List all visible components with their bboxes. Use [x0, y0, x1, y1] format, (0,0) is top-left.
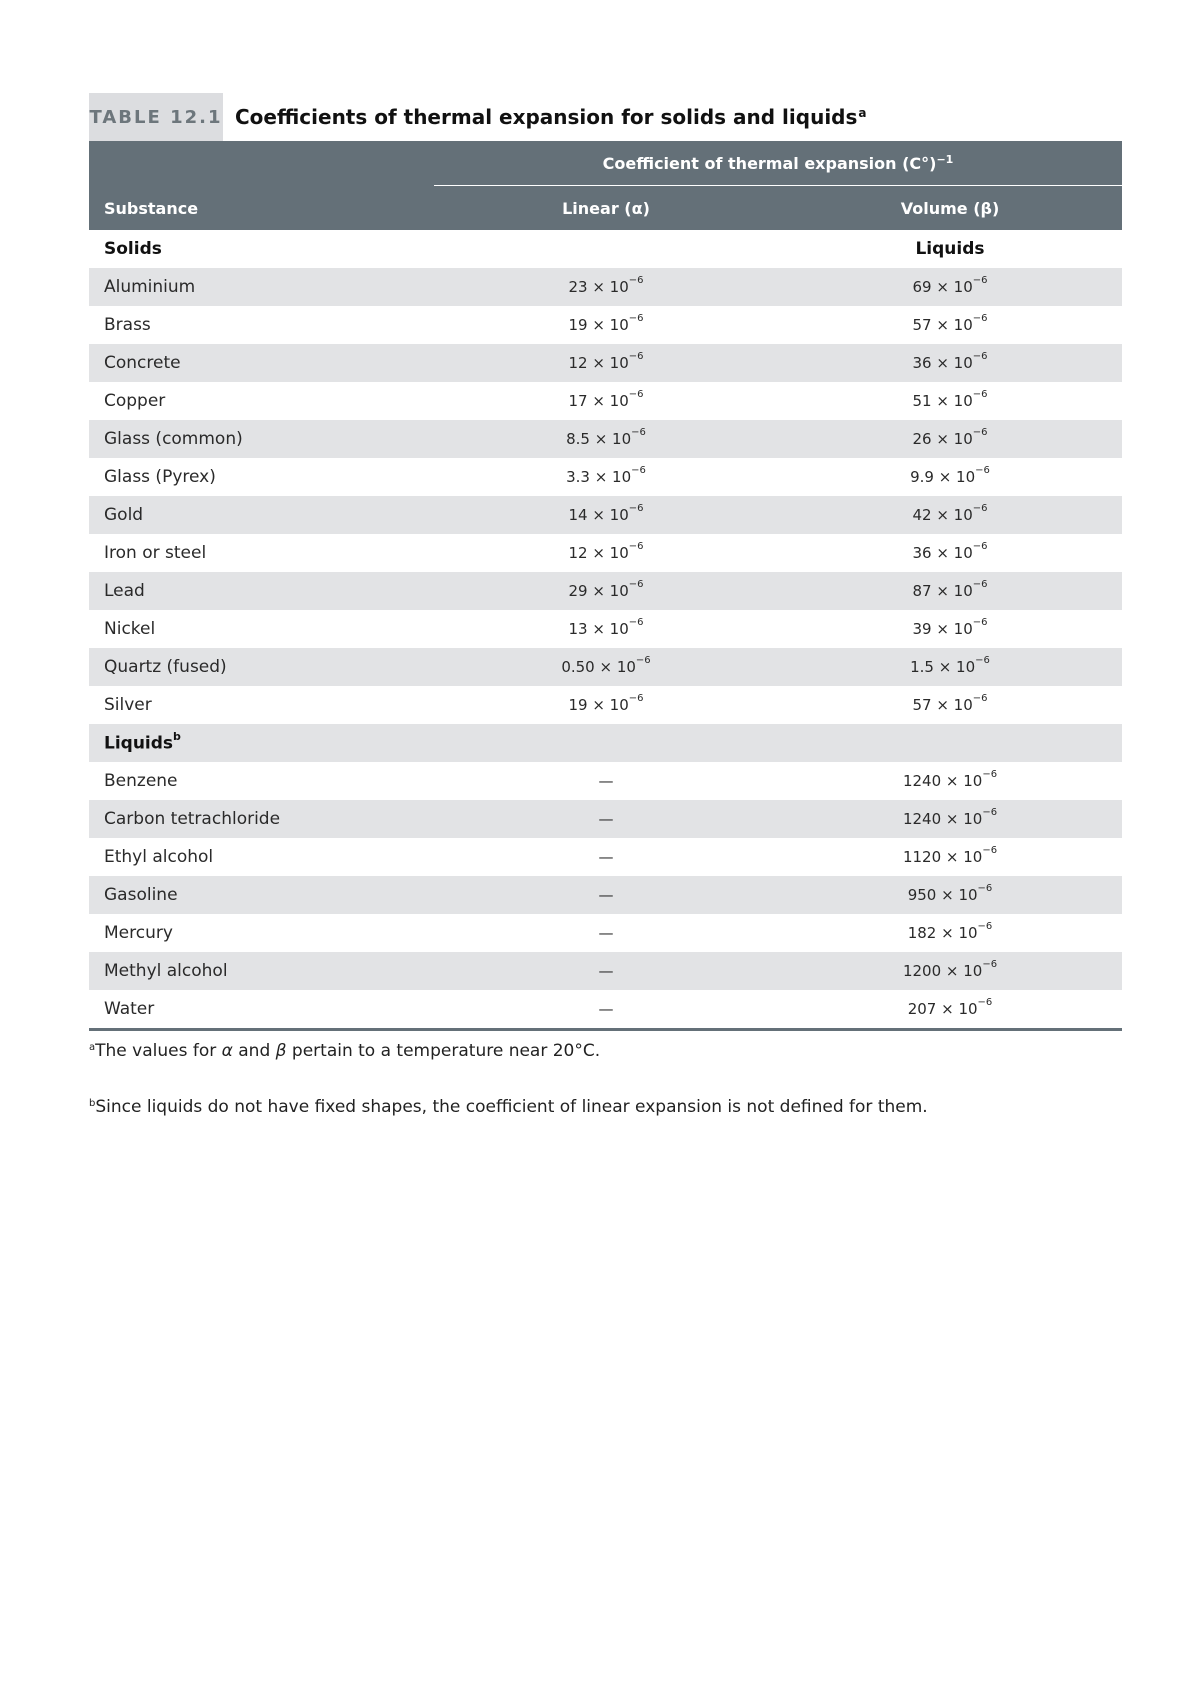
linear-coefficient — [434, 579, 778, 600]
table-row — [89, 268, 1122, 306]
linear-coefficient-mantissa: 29 × 10 — [568, 582, 629, 600]
solids-section-label: Solids — [104, 239, 162, 259]
substance-name: Nickel — [104, 619, 156, 639]
linear-coefficient-exponent: −6 — [628, 351, 644, 362]
footnote-a-text-2: and — [232, 1041, 276, 1061]
footnote-b-text: Since liquids do not have fixed shapes, the coefficient of linear expansion is not defined for them. — [95, 1097, 928, 1117]
linear-coefficient-mantissa: 0.50 × 10 — [561, 658, 636, 676]
volume-coefficient-mantissa: 1240 × 10 — [902, 772, 983, 790]
volume-coefficient-exponent: −6 — [977, 997, 993, 1008]
substance-name: Concrete — [104, 353, 181, 373]
header-divider — [434, 185, 1122, 186]
linear-coefficient: — — [598, 1000, 614, 1018]
table-row — [89, 876, 1122, 914]
linear-coefficient-mantissa: 14 × 10 — [568, 506, 629, 524]
table-row — [89, 610, 1122, 648]
substance-name: Brass — [104, 315, 151, 335]
volume-coefficient — [778, 275, 1122, 296]
footnote-a-beta: β — [275, 1041, 287, 1061]
volume-coefficient — [778, 997, 1122, 1018]
volume-coefficient — [778, 503, 1122, 524]
linear-coefficient-mantissa: 12 × 10 — [568, 544, 629, 562]
volume-coefficient — [778, 655, 1122, 676]
substance-name: Methyl alcohol — [104, 961, 228, 981]
linear-column-header: Linear (α) — [562, 199, 650, 218]
linear-coefficient — [434, 275, 778, 296]
table-title-footnote-mark: a — [858, 106, 867, 120]
substance-name: Glass (common) — [104, 429, 243, 449]
linear-coefficient-mantissa: 3.3 × 10 — [566, 468, 632, 486]
volume-coefficient-mantissa: 207 × 10 — [907, 1000, 978, 1018]
substance-name: Ethyl alcohol — [104, 847, 214, 867]
volume-coefficient-exponent: −6 — [972, 427, 988, 438]
liquids-section-row — [89, 724, 1122, 762]
substance-column-header: Substance — [104, 199, 199, 218]
linear-coefficient-exponent: −6 — [628, 389, 644, 400]
solids-section-row — [89, 230, 1122, 268]
linear-coefficient — [434, 693, 778, 714]
linear-coefficient: — — [598, 810, 614, 828]
table-row — [89, 952, 1122, 990]
volume-coefficient — [778, 579, 1122, 600]
linear-coefficient: — — [598, 924, 614, 942]
footnote-a-text-3: pertain to a temperature near 20°C. — [286, 1041, 601, 1061]
linear-coefficient — [434, 465, 778, 486]
linear-coefficient-mantissa: 8.5 × 10 — [566, 430, 632, 448]
volume-coefficient — [778, 617, 1122, 638]
volume-coefficient — [778, 541, 1122, 562]
substance-name: Carbon tetrachloride — [104, 809, 281, 829]
table-number-label: TABLE 12.1 — [89, 93, 223, 141]
coefficient-group-header-text: Coefficient of thermal expansion (C°) — [602, 153, 937, 173]
linear-coefficient — [434, 541, 778, 562]
volume-coefficient-mantissa: 39 × 10 — [912, 620, 973, 638]
linear-coefficient — [434, 389, 778, 410]
linear-coefficient-exponent: −6 — [628, 579, 644, 590]
coefficient-group-header — [434, 141, 1122, 185]
linear-coefficient-exponent: −6 — [628, 693, 644, 704]
volume-coefficient — [778, 313, 1122, 334]
liquids-footnote-mark: b — [173, 730, 181, 744]
volume-coefficient-mantissa: 1200 × 10 — [902, 962, 983, 980]
table-row — [89, 990, 1122, 1028]
volume-coefficient-mantissa: 36 × 10 — [912, 544, 973, 562]
linear-coefficient — [434, 655, 778, 676]
volume-coefficient — [778, 921, 1122, 942]
volume-coefficient-mantissa: 950 × 10 — [907, 886, 978, 904]
volume-coefficient-exponent: −6 — [972, 389, 988, 400]
volume-coefficient-mantissa: 57 × 10 — [912, 696, 973, 714]
linear-coefficient-exponent: −6 — [628, 313, 644, 324]
table-row — [89, 382, 1122, 420]
substance-name: Quartz (fused) — [104, 657, 227, 677]
substance-name: Gold — [104, 505, 144, 525]
linear-coefficient-exponent: −6 — [628, 617, 644, 628]
linear-coefficient — [434, 427, 778, 448]
table-row — [89, 344, 1122, 382]
volume-coefficient-exponent: −6 — [982, 845, 998, 856]
volume-column-header: Volume (β) — [900, 199, 1000, 218]
linear-coefficient-mantissa: 12 × 10 — [568, 354, 629, 372]
volume-coefficient-exponent: −6 — [972, 313, 988, 324]
linear-coefficient-mantissa: 19 × 10 — [568, 316, 629, 334]
substance-name: Glass (Pyrex) — [104, 467, 216, 487]
volume-coefficient — [778, 693, 1122, 714]
linear-coefficient: — — [598, 848, 614, 866]
volume-coefficient-mantissa: 26 × 10 — [912, 430, 973, 448]
table-row — [89, 838, 1122, 876]
linear-coefficient: — — [598, 962, 614, 980]
footnote-a-mark: a — [89, 1042, 96, 1053]
linear-coefficient-exponent: −6 — [631, 465, 646, 476]
liquids-body — [89, 762, 1122, 1028]
linear-coefficient-exponent: −6 — [628, 541, 644, 552]
volume-coefficient-mantissa: 87 × 10 — [912, 582, 973, 600]
table-row — [89, 306, 1122, 344]
table-row — [89, 496, 1122, 534]
volume-coefficient — [778, 389, 1122, 410]
table-row — [89, 534, 1122, 572]
footnote-b-mark: b — [89, 1098, 96, 1109]
linear-coefficient-exponent: −6 — [631, 427, 646, 438]
volume-coefficient — [778, 883, 1122, 904]
footnote-a-text-1: The values for — [95, 1041, 222, 1061]
linear-coefficient-mantissa: 19 × 10 — [568, 696, 629, 714]
substance-name: Benzene — [104, 771, 178, 791]
linear-coefficient: — — [598, 886, 614, 904]
volume-coefficient-exponent: −6 — [972, 579, 988, 590]
solids-body — [89, 268, 1122, 724]
volume-coefficient-exponent: −6 — [975, 655, 990, 666]
volume-coefficient-mantissa: 36 × 10 — [912, 354, 973, 372]
table-row — [89, 420, 1122, 458]
linear-coefficient-exponent: −6 — [628, 275, 644, 286]
footnote-a — [89, 1041, 1122, 1061]
volume-coefficient-mantissa: 1120 × 10 — [902, 848, 983, 866]
table-heading — [89, 93, 1122, 141]
substance-name: Copper — [104, 391, 166, 411]
volume-coefficient-exponent: −6 — [977, 921, 993, 932]
liquids-section-label — [89, 732, 434, 754]
table-title-text: Coefficients of thermal expansion for solids and liquids — [235, 105, 858, 129]
volume-coefficient-mantissa: 1240 × 10 — [902, 810, 983, 828]
volume-coefficient-exponent: −6 — [972, 503, 988, 514]
substance-name: Gasoline — [104, 885, 178, 905]
substance-name: Silver — [104, 695, 152, 715]
table-row — [89, 572, 1122, 610]
volume-coefficient-exponent: −6 — [977, 883, 993, 894]
substance-name: Mercury — [104, 923, 173, 943]
volume-coefficient — [778, 807, 1122, 828]
volume-coefficient — [778, 845, 1122, 866]
volume-coefficient — [778, 427, 1122, 448]
volume-coefficient-mantissa: 9.9 × 10 — [910, 468, 976, 486]
linear-coefficient-exponent: −6 — [635, 655, 651, 666]
coefficient-group-header-exponent: −1 — [936, 152, 954, 166]
volume-coefficient-exponent: −6 — [972, 541, 988, 552]
substance-name: Iron or steel — [104, 543, 207, 563]
table-row — [89, 458, 1122, 496]
table-row — [89, 762, 1122, 800]
table-header — [89, 141, 1122, 230]
linear-coefficient: — — [598, 772, 614, 790]
solids-section-volume-label: Liquids — [915, 239, 985, 259]
substance-name: Lead — [104, 581, 145, 601]
linear-coefficient-mantissa: 17 × 10 — [568, 392, 629, 410]
table-row — [89, 800, 1122, 838]
volume-coefficient-mantissa: 1.5 × 10 — [910, 658, 976, 676]
volume-coefficient-exponent: −6 — [982, 959, 998, 970]
volume-coefficient — [778, 465, 1122, 486]
linear-coefficient-mantissa: 23 × 10 — [568, 278, 629, 296]
volume-coefficient-mantissa: 182 × 10 — [907, 924, 978, 942]
liquids-section-label-text: Liquids — [104, 733, 174, 754]
substance-name: Aluminium — [104, 277, 196, 297]
linear-coefficient-mantissa: 13 × 10 — [568, 620, 629, 638]
table-title — [223, 93, 867, 141]
volume-coefficient-mantissa: 57 × 10 — [912, 316, 973, 334]
linear-coefficient — [434, 313, 778, 334]
volume-coefficient-mantissa: 42 × 10 — [912, 506, 973, 524]
volume-coefficient-exponent: −6 — [975, 465, 990, 476]
substance-name: Water — [104, 999, 155, 1019]
volume-coefficient-exponent: −6 — [982, 807, 998, 818]
volume-coefficient — [778, 769, 1122, 790]
volume-coefficient-exponent: −6 — [972, 275, 988, 286]
volume-coefficient-mantissa: 69 × 10 — [912, 278, 973, 296]
volume-coefficient-exponent: −6 — [972, 351, 988, 362]
linear-coefficient — [434, 617, 778, 638]
footnote-b — [89, 1097, 1122, 1117]
volume-coefficient-exponent: −6 — [972, 693, 988, 704]
linear-coefficient — [434, 503, 778, 524]
volume-coefficient — [778, 351, 1122, 372]
table-page — [89, 93, 1122, 1117]
table-row — [89, 648, 1122, 686]
volume-coefficient — [778, 959, 1122, 980]
table-bottom-rule — [89, 1028, 1122, 1031]
volume-coefficient-mantissa: 51 × 10 — [912, 392, 973, 410]
footnote-a-alpha: α — [221, 1041, 233, 1061]
volume-coefficient-exponent: −6 — [972, 617, 988, 628]
volume-coefficient-exponent: −6 — [982, 769, 998, 780]
table-row — [89, 914, 1122, 952]
linear-coefficient-exponent: −6 — [628, 503, 644, 514]
linear-coefficient — [434, 351, 778, 372]
table-row — [89, 686, 1122, 724]
